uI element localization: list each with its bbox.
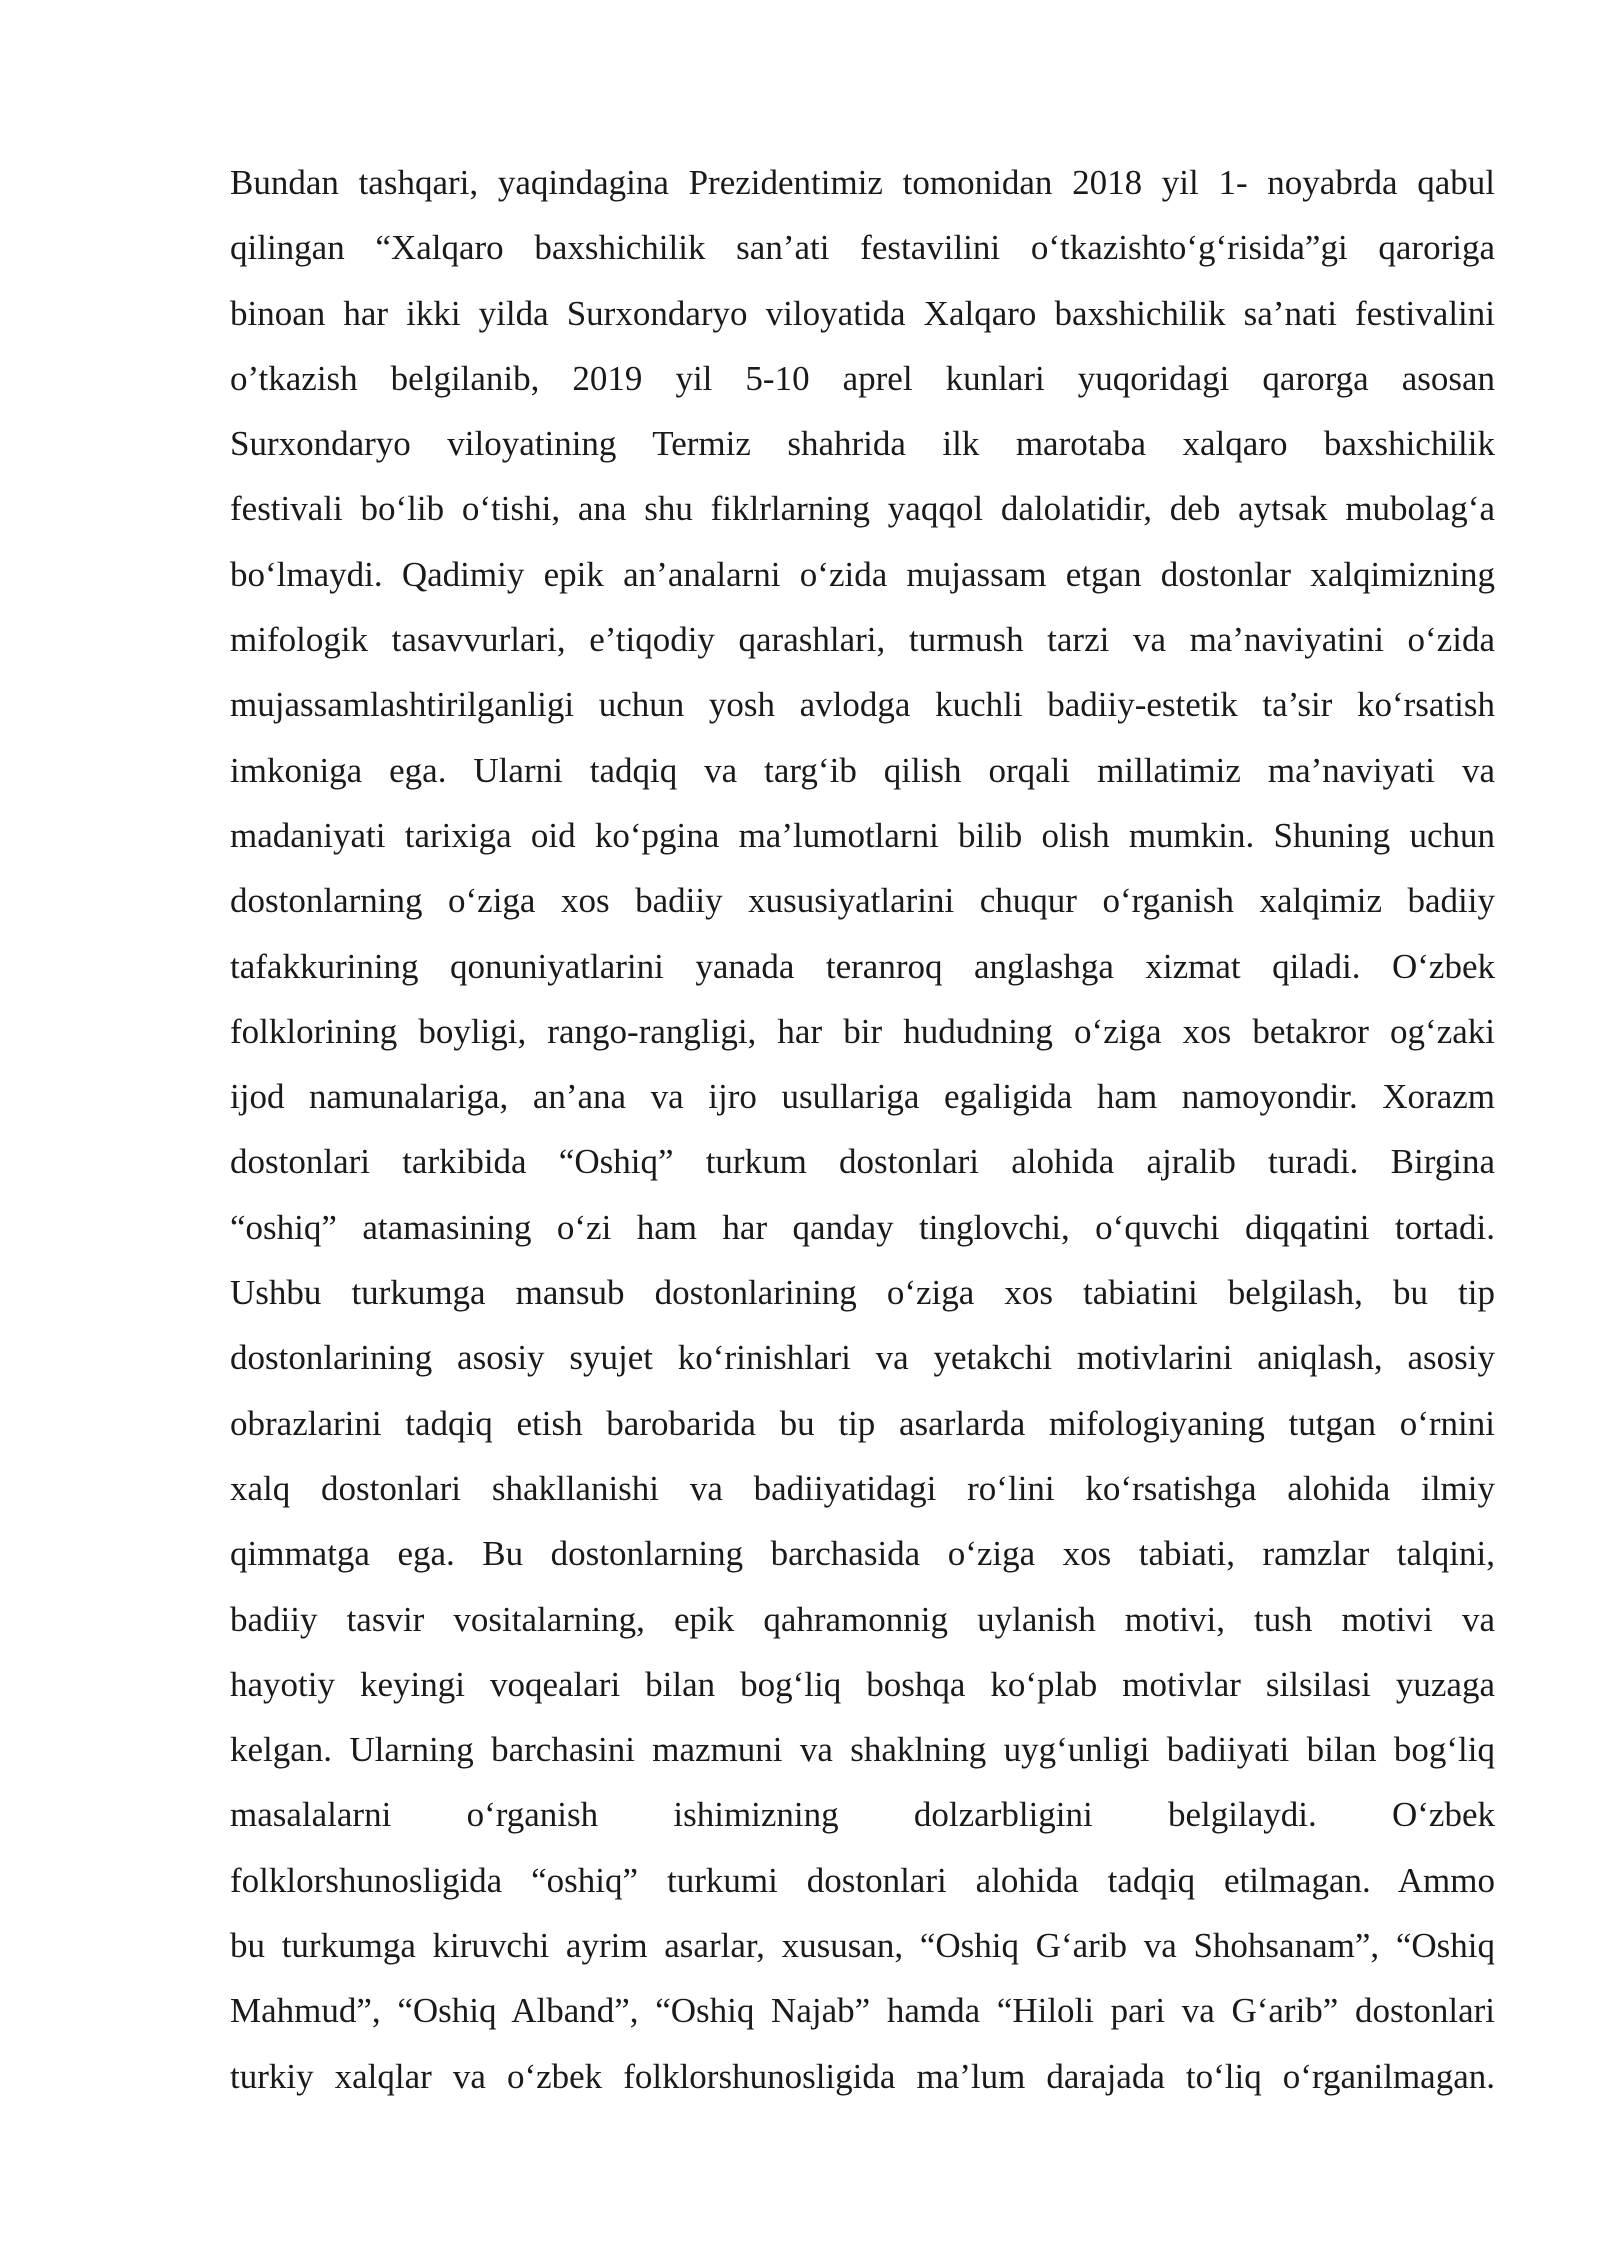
- paragraph-line: masalalarni o‘rganish ishimizning dolzarbligini belgilaydi. O‘zbek: [230, 1795, 1495, 1835]
- paragraph-line: madaniyati tarixiga oid ko‘pgina ma’lumotlarni bilib olish mumkin. Shuning uchun: [230, 815, 1495, 855]
- paragraph-line: qilingan “Xalqaro baxshichilik san’ati festavilini o‘tkazishto‘g‘risida”gi qaroriga: [230, 228, 1495, 268]
- paragraph-line: folklorshunosligida “oshiq” turkumi dostonlari alohida tadqiq etilmagan. Ammo: [230, 1860, 1495, 1900]
- body-paragraph: [230, 150, 1495, 2109]
- paragraph-line: ijod namunalariga, an’ana va ijro usullariga egaligida ham namoyondir. Xorazm: [230, 1077, 1495, 1117]
- paragraph-line: Mahmud”, “Oshiq Alband”, “Oshiq Najab” hamda “Hiloli pari va G‘arib” dostonlari: [230, 1991, 1495, 2031]
- paragraph-line: folklorining boyligi, rango-rangligi, har bir hududning o‘ziga xos betakror og‘zaki: [230, 1011, 1495, 1051]
- paragraph-line: qimmatga ega. Bu dostonlarning barchasida o‘ziga xos tabiati, ramzlar talqini,: [230, 1534, 1495, 1574]
- paragraph-line: mujassamlashtirilganligi uchun yosh avlodga kuchli badiiy-estetik ta’sir ko‘rsatish: [230, 685, 1495, 725]
- paragraph-line: dostonlari tarkibida “Oshiq” turkum dostonlari alohida ajralib turadi. Birgina: [230, 1142, 1495, 1182]
- paragraph-line: turkiy xalqlar va o‘zbek folklorshunosligida ma’lum darajada to‘liq o‘rganilmagan.: [230, 2056, 1495, 2096]
- paragraph-line: xalq dostonlari shakllanishi va badiiyatidagi ro‘lini ko‘rsatishga alohida ilmiy: [230, 1468, 1495, 1508]
- paragraph-line: Bundan tashqari, yaqindagina Prezidentimiz tomonidan 2018 yil 1- noyabrda qabul: [230, 163, 1495, 202]
- paragraph-line: Surxondaryo viloyatining Termiz shahrida ilk marotaba xalqaro baxshichilik: [230, 424, 1495, 464]
- paragraph-line: bu turkumga kiruvchi ayrim asarlar, xususan, “Oshiq G‘arib va Shohsanam”, “Oshiq: [230, 1926, 1495, 1966]
- paragraph-line: badiiy tasvir vositalarning, epik qahramonnig uylanish motivi, tush motivi va: [230, 1599, 1495, 1639]
- paragraph-line: hayotiy keyingi voqealari bilan bog‘liq boshqa ko‘plab motivlar silsilasi yuzaga: [230, 1664, 1495, 1704]
- paragraph-line: binoan har ikki yilda Surxondaryo viloyatida Xalqaro baxshichilik sa’nati festivalini: [230, 293, 1495, 333]
- paragraph-line: dostonlarning o‘ziga xos badiiy xususiyatlarini chuqur o‘rganish xalqimiz badiiy: [230, 881, 1495, 921]
- paragraph-line: mifologik tasavvurlari, e’tiqodiy qarashlari, turmush tarzi va ma’naviyatini o‘zida: [230, 620, 1495, 660]
- paragraph-line: obrazlarini tadqiq etish barobarida bu tip asarlarda mifologiyaning tutgan o‘rnini: [230, 1403, 1495, 1443]
- paragraph-line: tafakkurining qonuniyatlarini yanada teranroq anglashga xizmat qiladi. O‘zbek: [230, 946, 1495, 986]
- paragraph-line: imkoniga ega. Ularni tadqiq va targ‘ib qilish orqali millatimiz ma’naviyati va: [230, 750, 1495, 790]
- paragraph-line: “oshiq” atamasining o‘zi ham har qanday tinglovchi, o‘quvchi diqqatini tortadi.: [230, 1207, 1495, 1247]
- paragraph-line: Ushbu turkumga mansub dostonlarining o‘ziga xos tabiatini belgilash, bu tip: [230, 1273, 1495, 1313]
- paragraph-line: festivali bo‘lib o‘tishi, ana shu fiklrlarning yaqqol dalolatidir, deb aytsak mubolag‘a: [230, 489, 1495, 529]
- paragraph-line: bo‘lmaydi. Qadimiy epik an’analarni o‘zida mujassam etgan dostonlar xalqimizning: [230, 554, 1495, 594]
- paragraph-line: dostonlarining asosiy syujet ko‘rinishlari va yetakchi motivlarini aniqlash, asosiy: [230, 1338, 1495, 1378]
- paragraph-line: o’tkazish belgilanib, 2019 yil 5-10 aprel kunlari yuqoridagi qarorga asosan: [230, 358, 1495, 398]
- paragraph-line: kelgan. Ularning barchasini mazmuni va shaklning uyg‘unligi badiiyati bilan bog‘liq: [230, 1730, 1495, 1770]
